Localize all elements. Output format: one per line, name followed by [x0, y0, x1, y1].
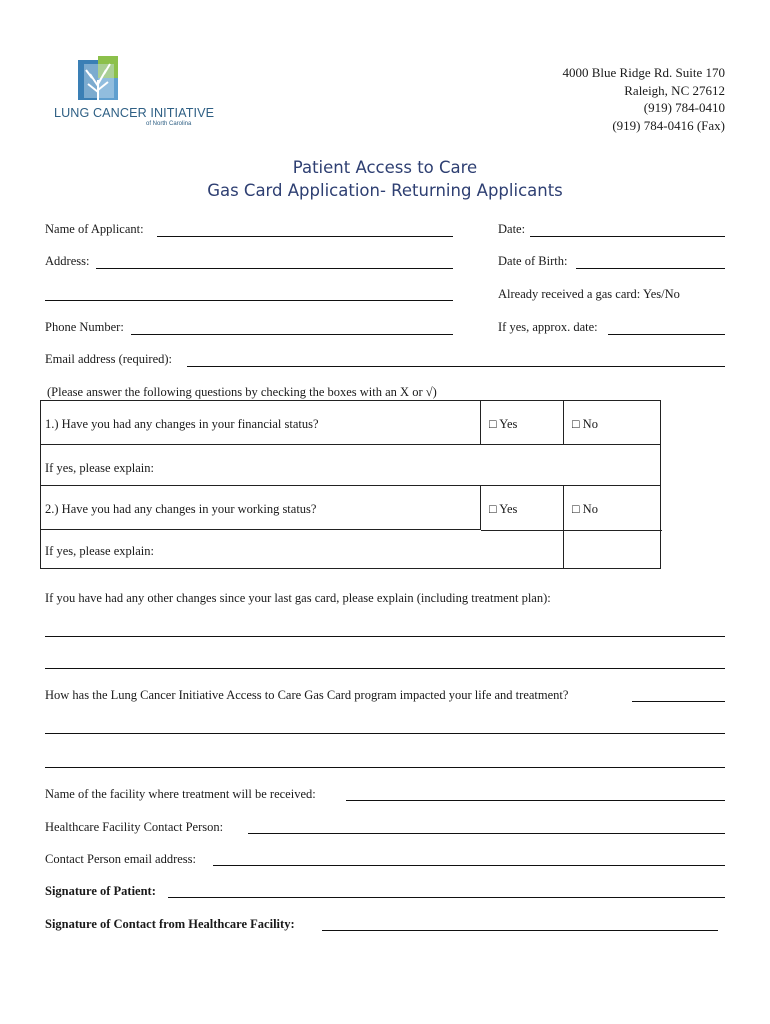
dob-label: Date of Birth: [498, 254, 568, 268]
other-changes-line-2[interactable] [45, 668, 725, 669]
name-input-line[interactable] [157, 236, 453, 237]
question-2-explain-label: If yes, please explain: [45, 544, 154, 558]
address-street: 4000 Blue Ridge Rd. Suite 170 [562, 65, 725, 80]
impact-line-2[interactable] [45, 733, 725, 734]
address-label: Address: [45, 254, 90, 268]
question-2-no[interactable]: □ No [572, 502, 598, 516]
address-fax: (919) 784-0416 (Fax) [612, 117, 725, 133]
contact-email-input-line[interactable] [213, 865, 725, 866]
dob-input-line[interactable] [576, 268, 725, 269]
form-title: Patient Access to Care [292, 158, 478, 177]
tree-logo-icon [78, 56, 120, 102]
no-checkbox-cell[interactable] [564, 401, 660, 445]
approx-date-input-line[interactable] [608, 334, 725, 335]
row-divider [481, 530, 662, 531]
patient-signature-line[interactable] [168, 897, 725, 898]
facility-contact-input-line[interactable] [248, 833, 725, 834]
address-phone: (919) 784-0410 [643, 100, 725, 115]
question-table-2 [40, 485, 661, 569]
form-subtitle: Gas Card Application- Returning Applicants [207, 181, 563, 200]
impact-input-line[interactable] [632, 701, 725, 702]
yes-checkbox-cell[interactable] [481, 486, 564, 568]
logo-name: LUNG CANCER INITIATIVE [54, 106, 215, 120]
question-table-1 [40, 400, 661, 486]
facility-name-label: Name of the facility where treatment will be received: [45, 787, 316, 801]
question-2-text: 2.) Have you had any changes in your working status? [45, 502, 317, 516]
instructions-text: (Please answer the following questions by checking the boxes with an X or √) [47, 385, 437, 399]
phone-label: Phone Number: [45, 320, 124, 334]
email-input-line[interactable] [187, 366, 725, 367]
facility-signature-label: Signature of Contact from Healthcare Facility: [45, 917, 295, 931]
other-changes-label: If you have had any other changes since your last gas card, please explain (including treatment plan): [45, 591, 551, 605]
address-city: Raleigh, NC 27612 [624, 82, 725, 98]
phone-input-line[interactable] [131, 334, 453, 335]
facility-contact-label: Healthcare Facility Contact Person: [45, 820, 224, 834]
impact-label: How has the Lung Cancer Initiative Access to Care Gas Card program impacted your life and treatment? [45, 688, 569, 702]
question-1-yes[interactable]: □ Yes [489, 417, 518, 431]
date-label: Date: [498, 222, 526, 236]
question-1-explain-label: If yes, please explain: [45, 461, 154, 475]
email-label: Email address (required): [45, 352, 173, 366]
question-1-text: 1.) Have you had any changes in your financial status? [45, 417, 319, 431]
facility-name-input-line[interactable] [346, 800, 725, 801]
address-block [563, 64, 726, 134]
question-2-yes[interactable]: □ Yes [489, 502, 518, 516]
other-changes-line-1[interactable] [45, 636, 725, 637]
question-1-no[interactable]: □ No [572, 417, 598, 431]
approx-date-label: If yes, approx. date: [498, 320, 598, 334]
contact-email-label: Contact Person email address: [45, 852, 197, 866]
yes-checkbox-cell[interactable] [481, 401, 564, 445]
date-input-line[interactable] [530, 236, 725, 237]
patient-signature-label: Signature of Patient: [45, 884, 156, 898]
facility-signature-line[interactable] [322, 930, 718, 931]
address-input-line[interactable] [96, 268, 453, 269]
impact-line-3[interactable] [45, 767, 725, 768]
already-received-label: Already received a gas card: Yes/No [498, 287, 680, 301]
question-cell [41, 486, 481, 530]
organization-logo [52, 56, 222, 132]
question-cell [41, 401, 481, 445]
address-input-line-2[interactable] [45, 300, 453, 301]
logo-subname: of North Carolina [146, 121, 192, 127]
name-label: Name of Applicant: [45, 222, 144, 236]
no-checkbox-cell[interactable] [564, 486, 660, 530]
